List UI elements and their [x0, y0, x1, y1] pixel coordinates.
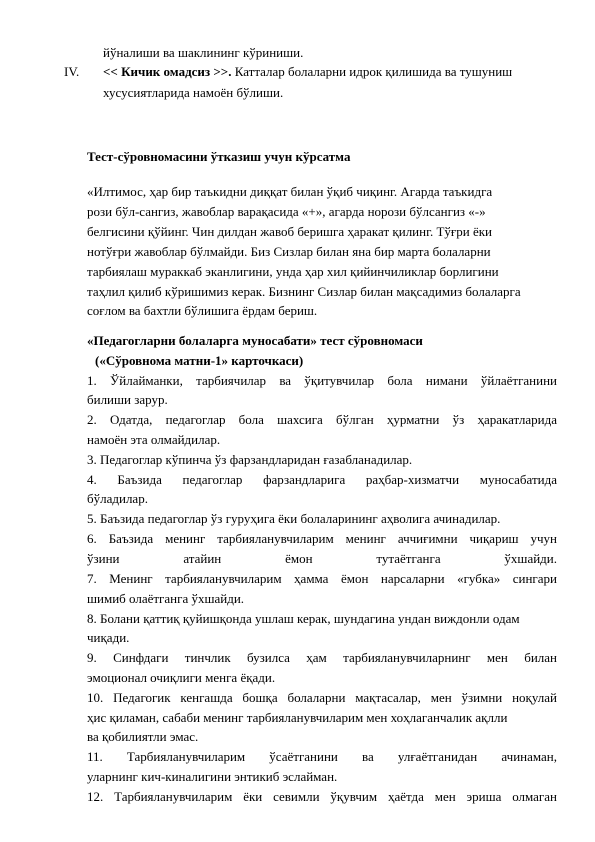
test-subtitle: («Сўровнома матни-1» карточкаси) — [95, 353, 304, 368]
test-item-10: 10. Педагогик кенгашда бошқа болаларни мақтасалар, мен ўзимни ноқулай — [87, 690, 557, 705]
test-item-1: 1. Ўйлайманки, тарбиячилар ва ўқитувчилар бола нимани ўйлаётганини — [87, 373, 557, 388]
instruction-line: соғлом ва бахтли бўлишига ёрдам бериш. — [87, 303, 318, 318]
test-item-4: 4. Баъзида педагоглар фарзандларига раҳбар-хизматчи муносабатида — [87, 472, 557, 487]
list-item-title: << Кичик омадсиз >>. — [103, 64, 232, 79]
test-item-2: 2. Одатда, педагоглар бола шахсига бўлган ҳурматни ўз ҳаракатларида — [87, 412, 557, 427]
test-item-11-cont: уларнинг кич-киналигини энтикиб эслайман. — [87, 769, 338, 784]
instruction-line: нотўғри жавоблар бўлмайди. Биз Сизлар билан яна бир марта болаларни — [87, 244, 491, 259]
instruction-line: белгисини қўйинг. Чин дилдан жавоб беришга ҳаракат қилинг. Тўғри ёки — [87, 224, 492, 239]
instruction-line: «Илтимос, ҳар бир таъкидни диққат билан ўқиб чиқинг. Агарда таъкидга — [87, 184, 493, 199]
test-item-10-cont2: ва қобилиятли эмас. — [87, 729, 199, 744]
test-item-8-cont: чиқади. — [87, 630, 130, 645]
list-item-text-line2: хусусиятларида намоён бўлиши. — [103, 85, 284, 100]
test-item-6: 6. Баъзида менинг тарбияланувчиларим менинг аччиғимни чиқариш учун — [87, 531, 557, 546]
instruction-line: тарбиялаш мураккаб эканлигини, унда ҳар хил қийинчиликлар борлигини — [87, 264, 499, 279]
test-item-1-cont: билиши зарур. — [87, 392, 168, 407]
test-item-9-cont: эмоционал очиқлиги менга ёқади. — [87, 670, 276, 685]
test-item-7: 7. Менинг тарбияланувчиларим ҳамма ёмон нарсаларни «губка» сингари — [87, 571, 557, 586]
test-item-7-cont: шимиб олаётганга ўхшайди. — [87, 591, 245, 606]
test-item-2-cont: намоён эта олмайдилар. — [87, 432, 221, 447]
test-item-3: 3. Педагоглар кўпинча ўз фарзандларидан ғазабланадилар. — [87, 452, 413, 467]
test-item-8: 8. Болани қаттиқ қуйишқонда ушлаш керак, шундагина ундан виждонли одам — [87, 611, 520, 626]
test-item-6-cont: ўзини атайин ёмон тутаётганга ўхшайди. — [87, 551, 557, 566]
test-item-9: 9. Синфдаги тинчлик бузилса ҳам тарбияланувчиларнинг мен билан — [87, 650, 557, 665]
test-item-11: 11. Тарбияланувчиларим ўсаётганини ва улғаётганидан ачинаман, — [87, 749, 557, 764]
test-item-5: 5. Баъзида педагоглар ўз гуруҳига ёки болаларининг аҳволига ачинадилар. — [87, 511, 501, 526]
list-item-iv — [103, 63, 512, 81]
test-item-10-cont: ҳис қиламан, сабаби менинг тарбияланувчиларим мен хоҳлаганчалик ақлли — [87, 710, 508, 725]
list-number: IV. — [64, 64, 80, 79]
continuation-line: йўналиши ва шаклининг кўриниши. — [103, 45, 304, 60]
list-item-text: Катталар болаларни идрок қилишида ва тушуниш — [231, 64, 513, 79]
test-item-12: 12. Тарбияланувчиларим ёки севимли ўқувчим ҳаётда мен эриша олмаган — [87, 789, 557, 804]
test-item-4-cont: бўладилар. — [87, 491, 148, 506]
instruction-line: таҳлил қилиб кўришимиз керак. Бизнинг Сизлар билан мақсадимиз болаларга — [87, 284, 521, 299]
instruction-heading: Тест-сўровномасини ўтказиш учун кўрсатма — [87, 149, 351, 164]
test-title: «Педагогларни болаларга муносабати» тест сўровномаси — [87, 333, 423, 348]
instruction-line: рози бўл-сангиз, жавоблар варақасида «+», агарда норози бўлсангиз «-» — [87, 204, 486, 219]
